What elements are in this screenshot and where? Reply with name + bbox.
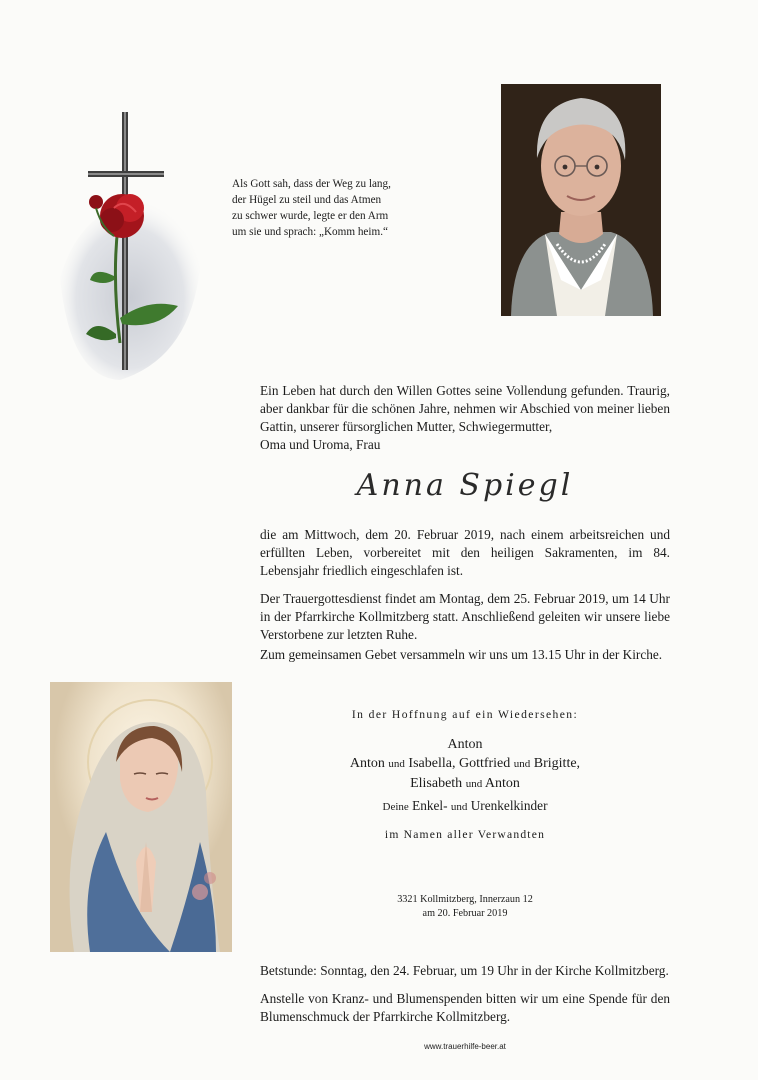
website-link[interactable]: www.trauerhilfe-beer.at: [424, 1042, 506, 1051]
family-name: Elisabeth: [410, 776, 463, 791]
address-block: [260, 893, 670, 921]
verse-line: zu schwer wurde, legte er den Arm: [232, 210, 389, 222]
and-word: und: [465, 778, 483, 790]
intro-text: Ein Leben hat durch den Willen Gottes seine Vollendung gefunden.: [260, 383, 624, 398]
children-line-2: [260, 774, 670, 794]
death-announcement: die am Mittwoch, dem 20. Februar 2019, nach einem arbeitsreichen und erfüllten Leben, vorbereitet mit den heiligen Sakramenten, im 84. Lebensjahr friedlich eingeschlafen ist.: [260, 527, 670, 578]
hope-line: In der Hoffnung auf ein Wiedersehen:: [351, 708, 579, 721]
prayer-info: Zum gemeinsamen Gebet versammeln wir uns um 13.15 Uhr in der Kirche.: [260, 647, 663, 662]
verse-line: der Hügel zu steil und das Atmen: [232, 194, 382, 206]
address-line: 3321 Kollmitzberg, Innerzaun 12: [397, 894, 533, 905]
mourners-section: [260, 708, 670, 841]
grandkids-prefix: Deine: [382, 801, 409, 813]
verse-line: Als Gott sah, dass der Weg zu lang,: [232, 178, 391, 190]
family-name: Anton: [349, 756, 385, 771]
vigil-info: Betstunde: Sonntag, den 24. Februar, um 19 Uhr in der Kirche Kollmitzberg.: [260, 963, 669, 978]
and-word: und: [450, 801, 468, 813]
funeral-service-info: Der Trauergottesdienst findet am Montag, dem 25. Februar 2019, um 14 Uhr in der Pfarrkirche Kollmitzberg statt. Anschließend geleiten wir unsere liebe Verstorbene zur letzten Ruhe.: [260, 591, 670, 642]
deceased-name: Anna Spiegl: [356, 468, 574, 503]
portrait-photo: [501, 84, 661, 316]
relatives-line: im Namen aller Verwandten: [384, 828, 546, 841]
and-word: und: [388, 758, 405, 770]
spouse-name: Anton: [447, 737, 483, 752]
intro-paragraph: [260, 382, 670, 454]
address-date: am 20. Februar 2019: [422, 908, 508, 919]
and-word: und: [513, 758, 531, 770]
madonna-image: [50, 682, 232, 952]
intro-text: Traurig, aber dankbar für die schönen Jahre, nehmen wir Abschied von meiner lieben Gattin, unserer fürsorglichen Mutter, Schwiegermutter,: [260, 383, 670, 434]
flower-donation-note: Anstelle von Kranz- und Blumenspenden bitten wir um eine Spende für den Blumenschmuck der Pfarrkirche Kollmitzberg.: [260, 991, 670, 1024]
family-name: Anton: [484, 776, 520, 791]
grandkids-word: Urenkelkinder: [470, 798, 548, 813]
grandkids-word: Enkel-: [412, 798, 448, 813]
verse-poem: [232, 176, 422, 240]
family-name: Isabella, Gottfried: [408, 756, 511, 771]
grandchildren-line: [260, 798, 670, 814]
children-line-1: [260, 754, 670, 774]
cross-with-rose-image: [50, 108, 210, 386]
family-name: Brigitte,: [533, 756, 581, 771]
verse-line: um sie und sprach: „Komm heim.“: [232, 226, 388, 238]
intro-text: Oma und Uroma, Frau: [260, 437, 381, 452]
